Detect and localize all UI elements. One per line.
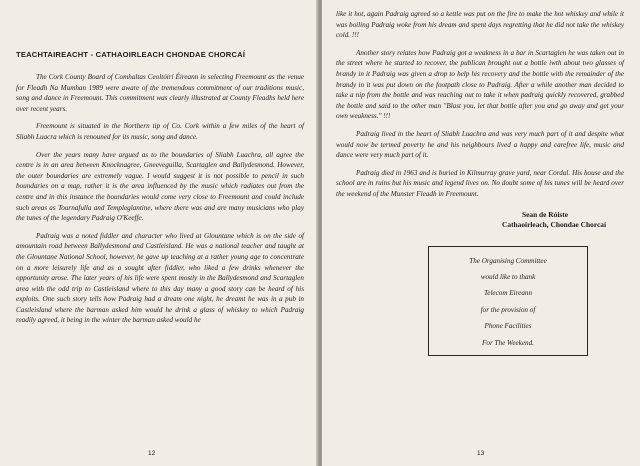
page-heading: TEACHTAIREACHT - CATHAOIRLEACH CHONDAE CHORCAÍ — [16, 50, 246, 59]
paragraph: like it hot, again Padraig agreed so a kettle was put on the fire to make the hot whiskey and while it was boiling Padraig woke from his dream and spent days regretting that he did not take the whiskey cold. !!! — [336, 10, 624, 40]
signature-block — [336, 210, 606, 230]
paragraph: Padraig died in 1963 and is buried in Kilmurray grave yard, near Cordal. His house and the school are in ruins but his music and legend lives on. No doubt some of his tunes will be heard over the weekend of the Munster Fleadh in Freemount. — [336, 168, 624, 198]
paragraph: Padraig was a noted fiddler and character who lived at Glountane which is on the side of amountain road between Ballydesmond and Castleisland. He was a national teacher and taught at the Glountane National School, however, he gave up teaching at a rather young age to concentrate on a more leisurely life and as a sought after fiddler, who liked a few drinks whenever the opportunity arose. The later years of his life were spent mostly in the Ballydesmond and Scartaglen area with the odd trip to Castleisland where to this day many a good story can be heard of his exploits. One such story tells how Padraig had a dream one night, he dreamt he was in a pub in Castleisland where the barman asked him would he drink a glass of whiskey to which Padraig readily agreed, it being in the winter the barman asked would he — [16, 231, 304, 325]
acknowledgement-line: Phone Facilities — [484, 322, 532, 331]
acknowledgement-line: for the provision of — [480, 305, 536, 314]
paragraph: Padraig lived in the heart of Sliabh Luachra and was very much part of it and despite what would now be termed poverty he and his neighbours lived a happy and carefree life, music and dance were very much part of it. — [336, 129, 624, 160]
acknowledgement-line: Telecom Eireann — [483, 289, 533, 298]
paragraph: Another story relates how Padraig got a weakness in a bar in Scartaglen he was taken out in the street where he started to recover, the publican brought out a bottle iwth about two glasses of brandy in it Padraig was given a drop to help his recovery and the bottle with the remainder of the brandy in it was put down on the footpath close to Padraig. After a while another man decided to take a nip from the bottle and was reaching out to take it when padraig quickly recovered, grabbed the bottle and said to the other man "Blast you, let that bottle after you and go away and get your own weakness." !!! — [336, 48, 624, 121]
signature-title: Cathaoirleach, Chondae Chorcaí — [502, 219, 606, 229]
paragraph: Over the years many have argued as to the boundaries of Sliabh Luachra, all agree the centre is in an area between Knocknagree, Gneeveguilla, Scartaglen and Ballydesmond. However, the outer boundaries are extremely vague. I would suggest it is not possible to pencil in such boundaries on a map, rather it is the area influenced by the music which radiates out from the centre and in this instance the boundaries would come very close to Freemount and could include such areas as Tournafulla and Templeglantine, where there was and are many musicians who play the tunes of the legendary Padraig O'Keeffe. — [16, 150, 304, 223]
paragraph: The Cork County Board of Comhaltas Ceoltóirí Éireann in selecting Freemount as the venue for Fleadh Na Mumhan 1989 were aware of the tremendous commitment of our traditions music, song and dance in Freemount. This commitment was clearly illustrated at County Fleadhs held here over recent years. — [16, 73, 304, 113]
page-number: 13 — [477, 450, 485, 457]
left-page — [0, 0, 318, 466]
right-page — [322, 0, 640, 466]
paragraph: Freemount is situated in the Northern tip of Co. Cork within a few miles of the heart of Sliabh Luacra which is renouned for its music, song and dance. — [16, 122, 304, 141]
acknowledgement-line: For The Weekend. — [482, 338, 534, 347]
page-number: 12 — [148, 450, 156, 457]
signature-name: Sean de Róiste — [522, 209, 568, 219]
acknowledgement-line: would like to thank — [480, 272, 536, 281]
acknowledgement-box — [428, 246, 588, 356]
acknowledgement-line: The Organising Committee — [469, 256, 547, 265]
